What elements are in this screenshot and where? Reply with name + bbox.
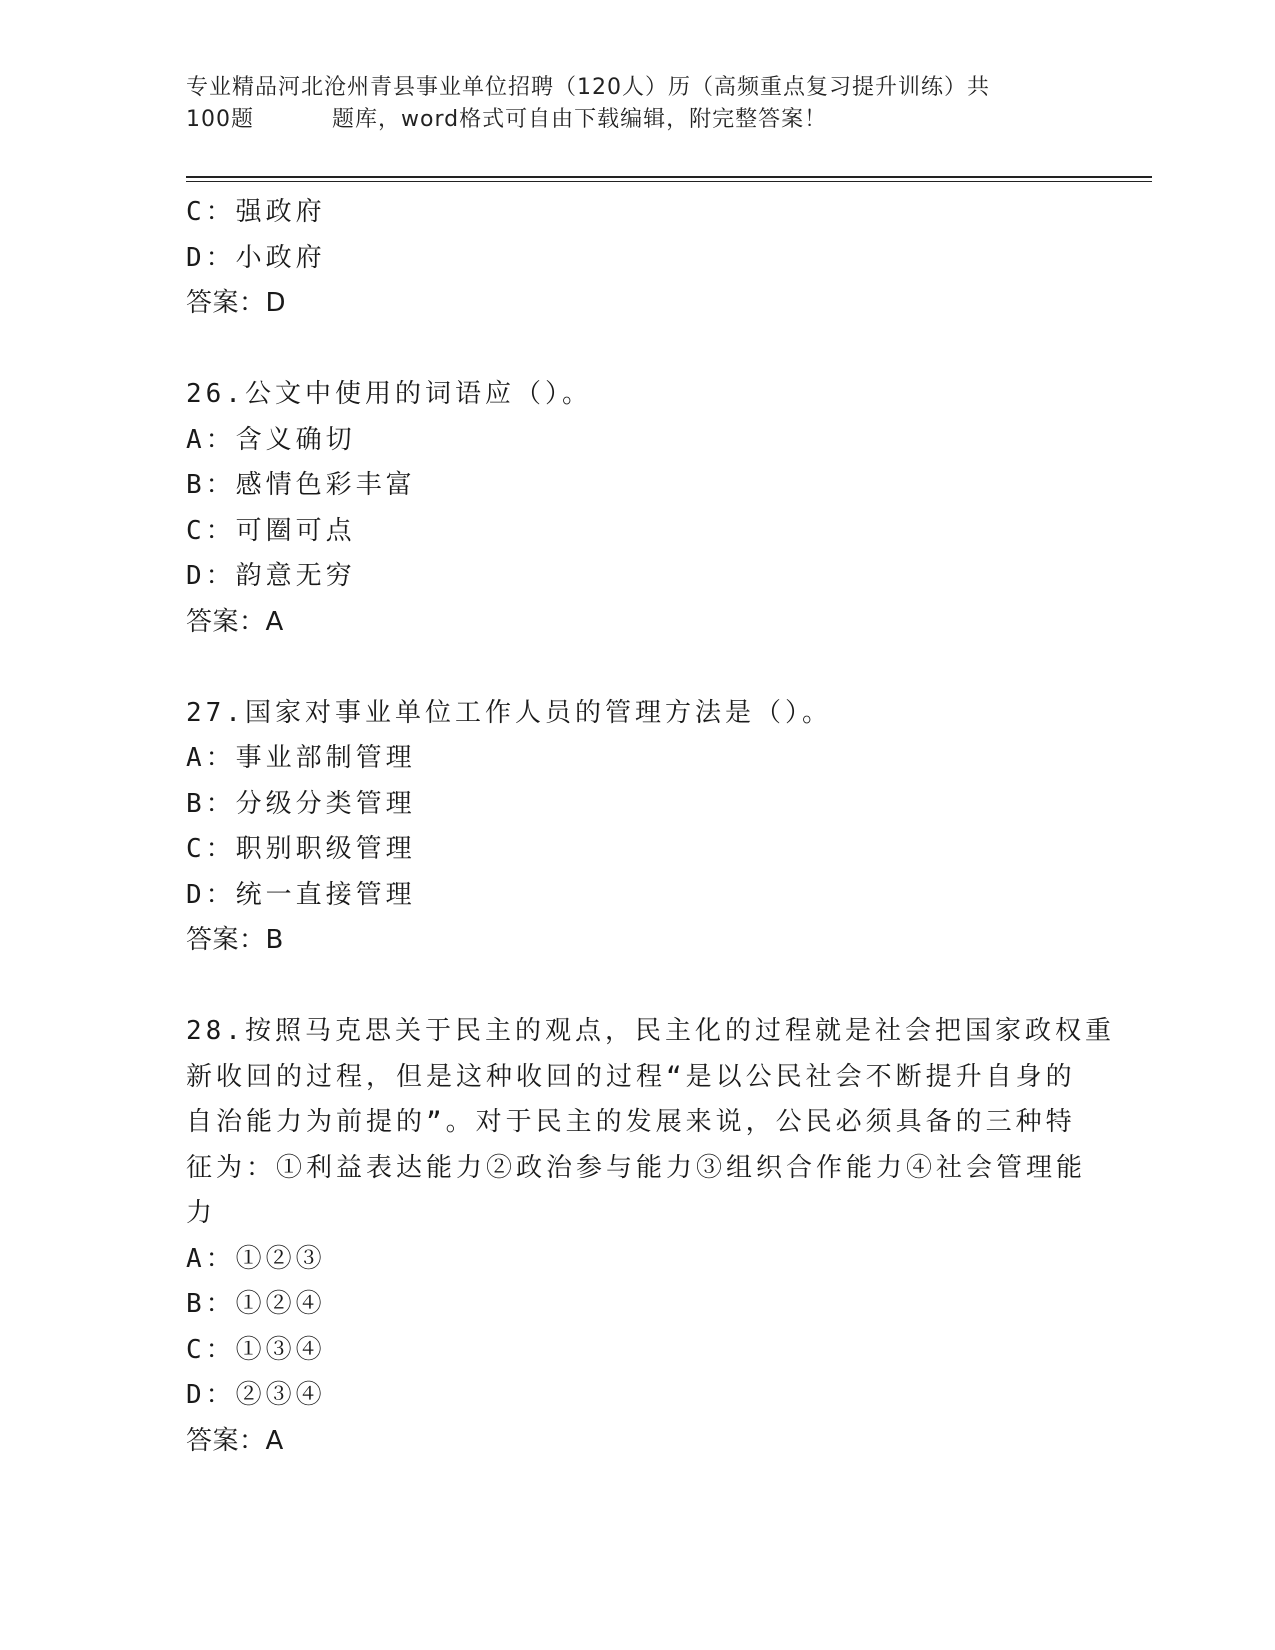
- option-label: C：: [186, 197, 236, 227]
- question-stem-line: 征为：①利益表达能力②政治参与能力③组织合作能力④社会管理能: [186, 1152, 1087, 1183]
- option-line: [186, 736, 1086, 782]
- header-divider-thick: [186, 176, 1152, 178]
- answer-line: 答案：A: [186, 606, 284, 637]
- option-label: A：: [186, 424, 236, 455]
- option-label: C：: [186, 515, 236, 546]
- option-line: [186, 554, 1086, 600]
- option-text: 强政府: [235, 197, 326, 227]
- option-text: ①③④: [235, 1334, 326, 1365]
- option-label: C：: [186, 834, 236, 864]
- option-line: [186, 463, 1086, 509]
- option-label: D：: [186, 1380, 236, 1410]
- answer-line: 答案：D: [186, 288, 287, 318]
- option-label: C：: [186, 1334, 236, 1365]
- option-line: [186, 418, 1086, 464]
- option-label: D：: [186, 242, 236, 273]
- question-stem-line: 28.按照马克思关于民主的观点，民主化的过程就是社会把国家政权重: [186, 1016, 1115, 1046]
- option-line: [186, 1237, 1086, 1283]
- question-content: [186, 190, 1115, 1464]
- option-label: A：: [186, 1243, 236, 1274]
- option-label: B：: [186, 1289, 236, 1319]
- document-header: [186, 72, 1086, 136]
- question-stem-line: 力: [186, 1198, 217, 1228]
- header-title-line-2: [186, 104, 1086, 136]
- option-text: 小政府: [235, 242, 326, 273]
- question-28: [186, 1009, 1115, 1464]
- continued-question: [186, 190, 1086, 327]
- option-label: B：: [186, 470, 236, 500]
- option-label: D：: [186, 561, 236, 591]
- option-line: [186, 509, 1086, 555]
- question-26: [186, 372, 1086, 645]
- question-27: [186, 691, 1086, 964]
- header-subtitle: 题库，word格式可自由下载编辑，附完整答案！: [332, 107, 828, 132]
- option-text: ①②④: [235, 1289, 326, 1319]
- option-text: 统一直接管理: [235, 879, 416, 910]
- option-line: [186, 873, 1086, 919]
- option-line: [186, 1282, 1086, 1328]
- option-line: [186, 236, 1086, 282]
- option-line: [186, 190, 1086, 236]
- option-text: 分级分类管理: [235, 788, 416, 819]
- question-stem: 26.公文中使用的词语应（）。: [186, 379, 592, 409]
- option-text: ②③④: [235, 1380, 326, 1410]
- option-label: A：: [186, 743, 236, 773]
- option-text: 可圈可点: [235, 515, 356, 546]
- option-line: [186, 782, 1086, 828]
- question-stem-line: 自治能力为前提的”。对于民主的发展来说，公民必须具备的三种特: [186, 1107, 1076, 1137]
- option-label: D：: [186, 879, 236, 910]
- option-text: 事业部制管理: [235, 743, 416, 773]
- option-line: [186, 827, 1086, 873]
- option-text: ①②③: [235, 1243, 326, 1274]
- header-title-line-1: 专业精品河北沧州青县事业单位招聘（120人）历（高频重点复习提升训练）共: [186, 75, 990, 100]
- option-text: 含义确切: [235, 424, 356, 455]
- question-stem: 27.国家对事业单位工作人员的管理方法是（）。: [186, 697, 832, 728]
- option-text: 韵意无穷: [235, 561, 356, 591]
- header-question-count: 100题: [186, 107, 254, 132]
- option-line: [186, 1328, 1086, 1374]
- question-stem-line: 新收回的过程，但是这种收回的过程“是以公民社会不断提升自身的: [186, 1061, 1076, 1092]
- option-text: 感情色彩丰富: [235, 470, 416, 500]
- option-text: 职别职级管理: [235, 834, 416, 864]
- option-line: [186, 1373, 1086, 1419]
- answer-line: 答案：B: [186, 925, 284, 955]
- answer-line: 答案：A: [186, 1425, 284, 1456]
- option-label: B：: [186, 788, 236, 819]
- header-divider-thin: [186, 181, 1152, 182]
